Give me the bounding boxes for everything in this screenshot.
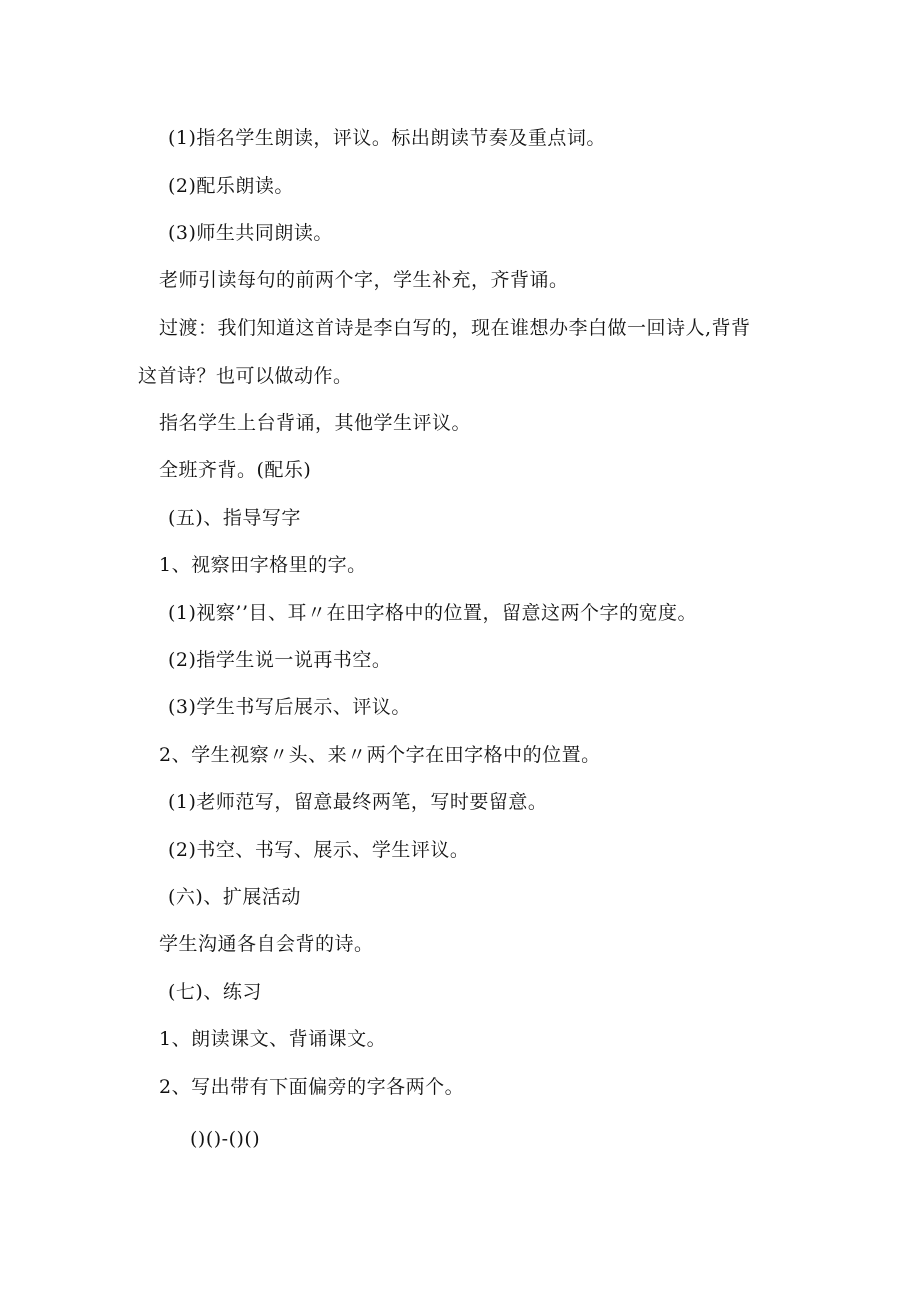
paragraph-observe-3: (3)学生书写后展示、评议。 [168, 696, 411, 718]
list-item-observe-two: 2、学生视察〃头、来〃两个字在田字格中的位置。 [159, 744, 601, 766]
section-heading-extension: (六)、扩展活动 [168, 886, 301, 908]
list-item-observe: 1、视察田字格里的字。 [159, 554, 367, 576]
paragraph-step-3: (3)师生共同朗读。 [168, 222, 333, 244]
paragraph-observe-2: (2)指学生说一说再书空。 [168, 649, 392, 671]
section-heading-writing: (五)、指导写字 [168, 507, 301, 529]
list-item-read: 1、朗读课文、背诵课文。 [159, 1028, 387, 1050]
paragraph-step-2: (2)配乐朗读。 [168, 175, 294, 197]
paragraph-step-1: (1)指名学生朗读，评议。标出朗读节奏及重点词。 [168, 127, 606, 149]
blank-answer-row: ()()-()() [190, 1128, 261, 1150]
list-item-write: 2、写出带有下面偏旁的字各两个。 [159, 1076, 465, 1098]
paragraph-demo-2: (2)书空、书写、展示、学生评议。 [168, 839, 470, 861]
paragraph-observe-1: (1)视察’’目、耳〃在田字格中的位置，留意这两个字的宽度。 [168, 602, 697, 624]
paragraph-lead-reading: 老师引读每句的前两个字，学生补充，齐背诵。 [159, 269, 569, 291]
paragraph-recite: 指名学生上台背诵，其他学生评议。 [159, 412, 472, 434]
section-heading-practice: (七)、练习 [168, 981, 262, 1003]
paragraph-transition: 过渡：我们知道这首诗是李白写的，现在谁想办李白做一回诗人,背背 [159, 317, 751, 339]
paragraph-transition-continued: 这首诗？也可以做动作。 [138, 365, 353, 387]
paragraph-demo-1: (1)老师范写，留意最终两笔，写时要留意。 [168, 791, 548, 813]
paragraph-extension: 学生沟通各自会背的诗。 [159, 933, 374, 955]
paragraph-class-recite: 全班齐背。(配乐) [159, 459, 312, 481]
